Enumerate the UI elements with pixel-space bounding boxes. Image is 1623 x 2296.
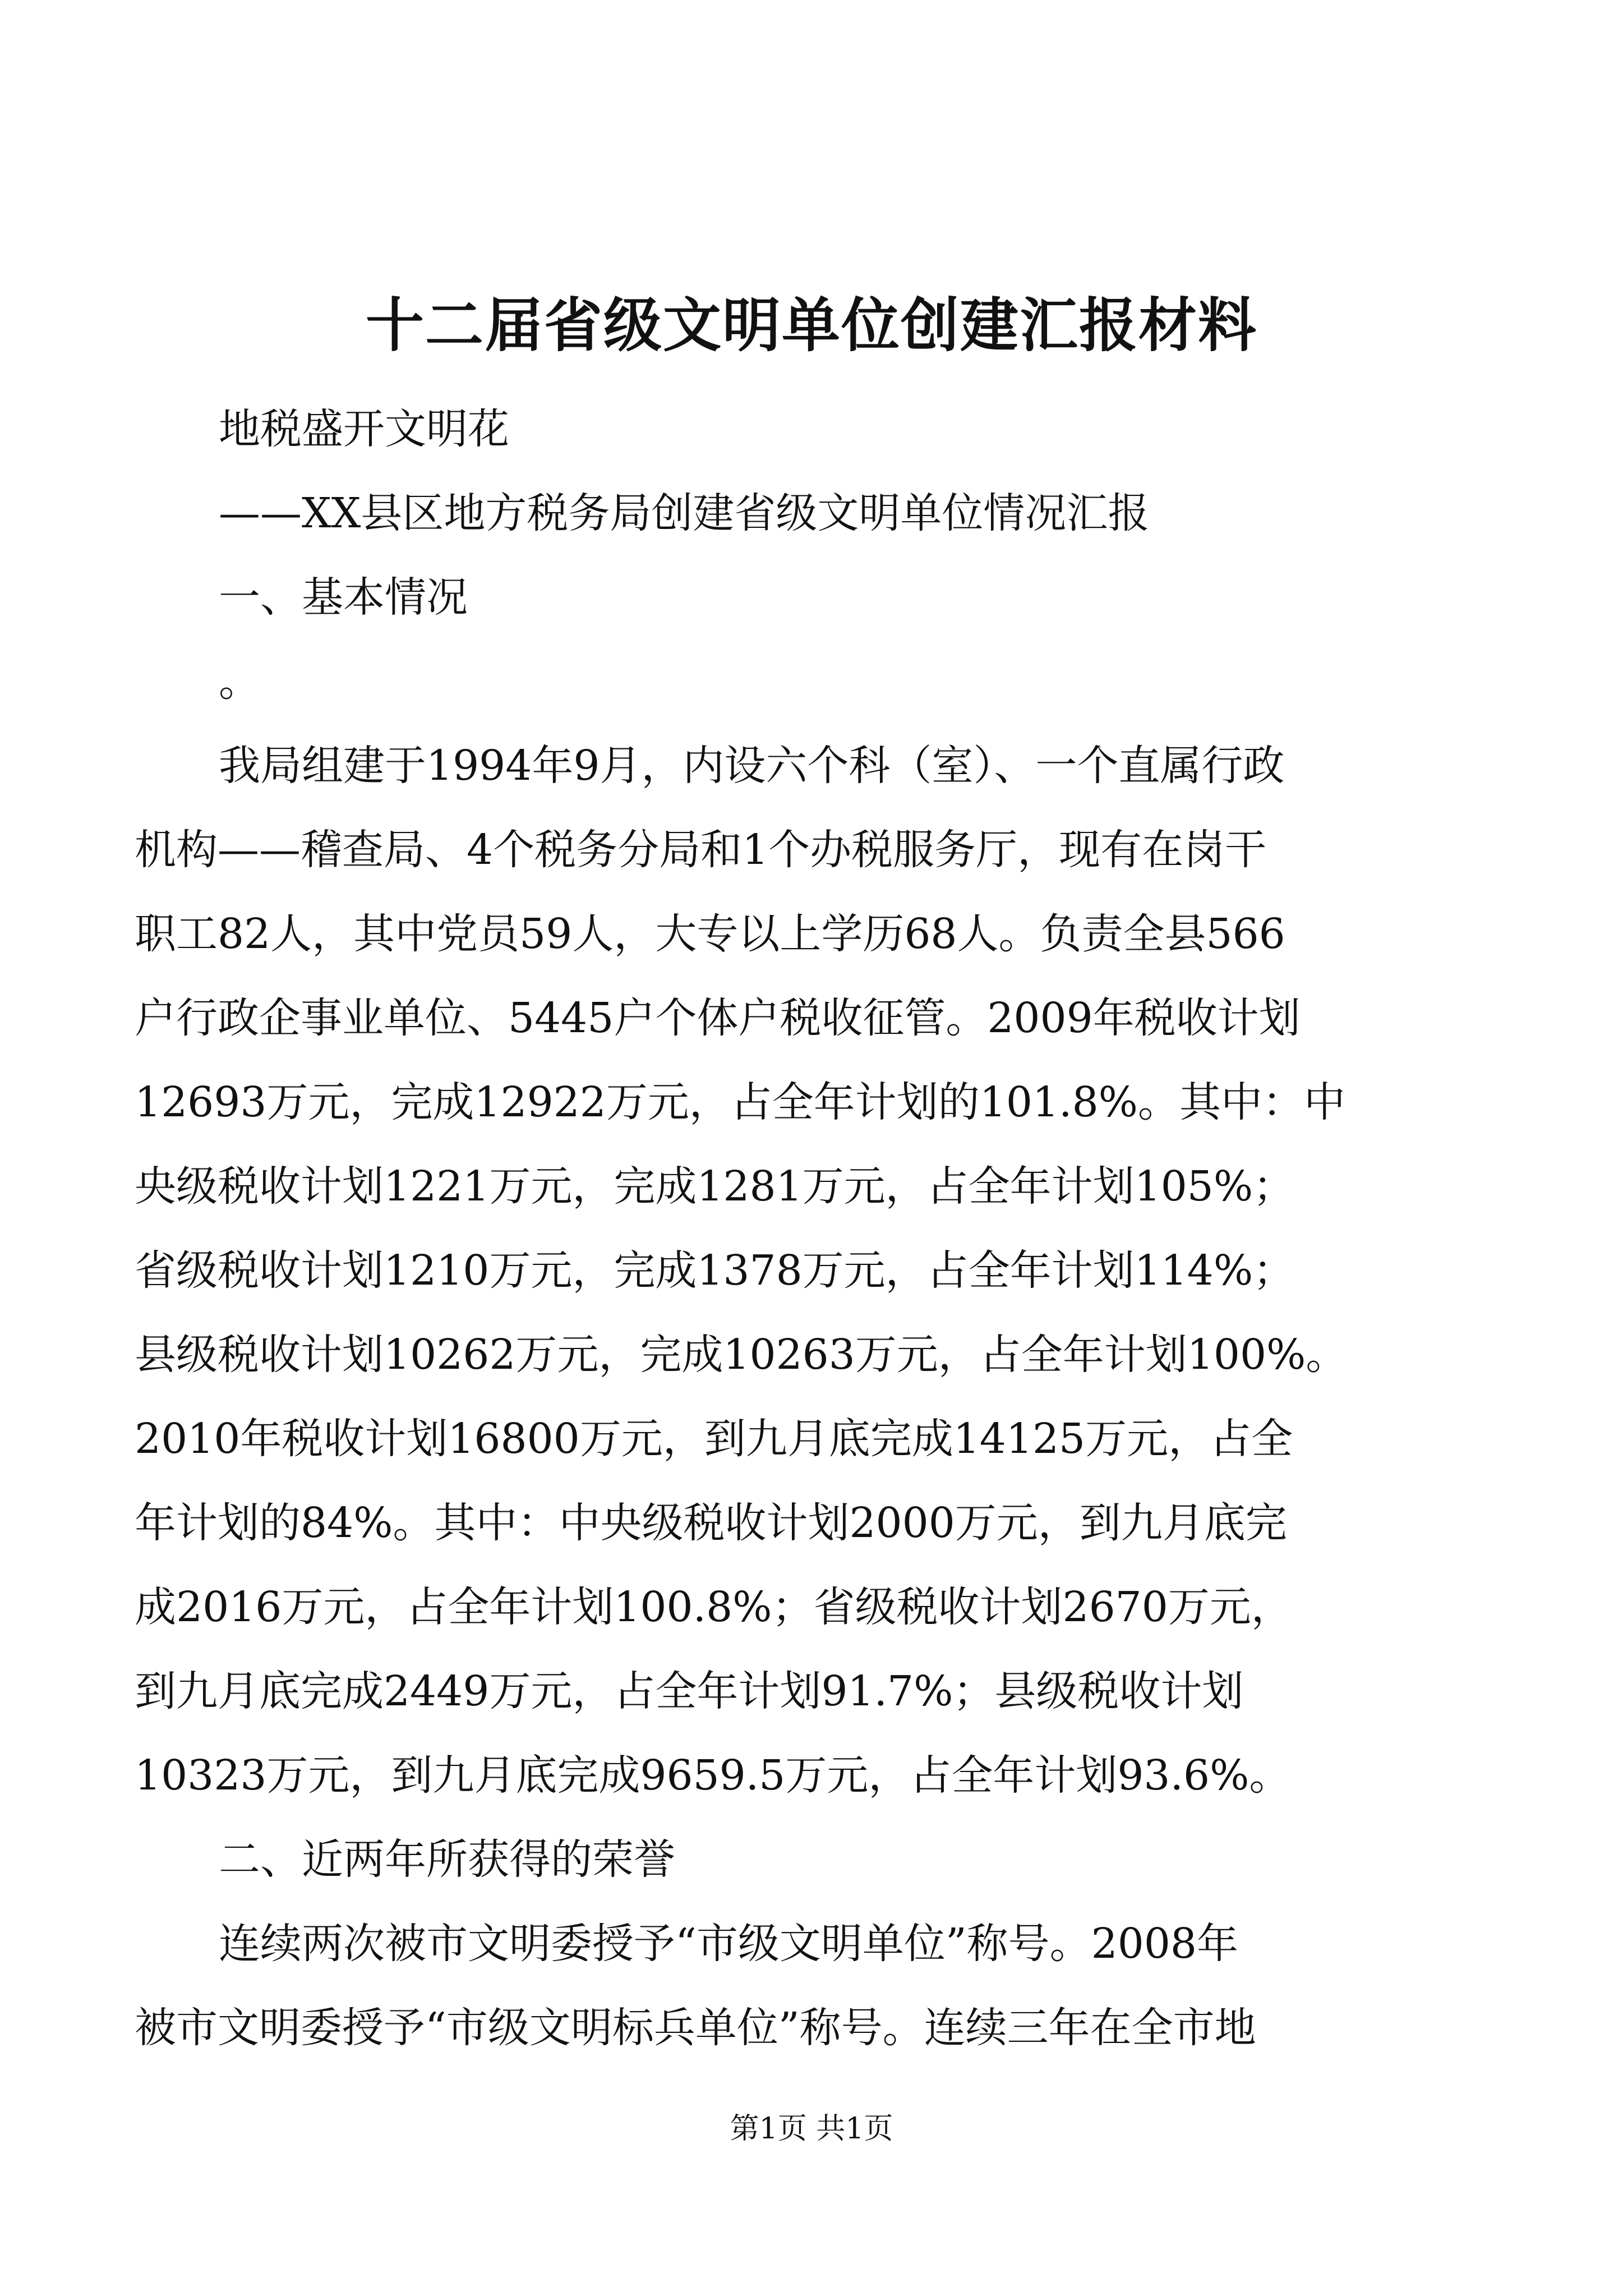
body-line: 户行政企事业单位、5445户个体户税收征管。2009年税收计划 xyxy=(135,994,1301,1042)
body-line: 省级税收计划1210万元，完成1378万元，占全年计划114%； xyxy=(135,1246,1295,1295)
body-line: 我局组建于1994年9月，内设六个科（室）、一个直属行政 xyxy=(219,742,1285,790)
body-line: 。 xyxy=(219,657,260,706)
body-line: 职工82人，其中党员59人，大专以上学历68人。负责全县566 xyxy=(135,910,1285,958)
body-line: 年计划的84%。其中：中央级税收计划2000万元，到九月底完 xyxy=(135,1499,1287,1547)
body-line: 12693万元，完成12922万元，占全年计划的101.8%。其中：中 xyxy=(135,1078,1345,1126)
body-line: 县级税收计划10262万元，完成10263万元，占全年计划100%。 xyxy=(135,1331,1348,1379)
section-heading: 一、基本情况 xyxy=(219,573,468,622)
subtitle-line: 地税盛开文明花 xyxy=(219,405,509,453)
body-line: 连续两次被市文明委授予“市级文明单位”称号。2008年 xyxy=(219,1920,1238,1968)
body-line: 10323万元，到九月底完成9659.5万元，占全年计划93.6%。 xyxy=(135,1751,1291,1800)
body-line: 2010年税收计划16800万元，到九月底完成14125万元，占全 xyxy=(135,1415,1293,1463)
body-line: 到九月底完成2449万元，占全年计划91.7%；县级税收计划 xyxy=(135,1667,1244,1715)
subtitle-line: ——XX县区地方税务局创建省级文明单位情况汇报 xyxy=(219,489,1150,537)
body-line: 央级税收计划1221万元，完成1281万元，占全年计划105%； xyxy=(135,1162,1295,1211)
section-heading: 二、近两年所获得的荣誉 xyxy=(219,1835,675,1884)
page-footer: 第1页 共1页 xyxy=(730,2112,893,2146)
body-line: 被市文明委授予“市级文明标兵单位”称号。连续三年在全市地 xyxy=(135,2004,1256,2052)
document-title: 十二届省级文明单位创建汇报材料 xyxy=(365,291,1257,360)
document-body xyxy=(135,387,1441,2070)
body-line: 成2016万元，占全年计划100.8%；省级税收计划2670万元， xyxy=(135,1583,1293,1631)
body-line: 机构——稽查局、4个税务分局和1个办税服务厅，现有在岗干 xyxy=(135,826,1267,874)
